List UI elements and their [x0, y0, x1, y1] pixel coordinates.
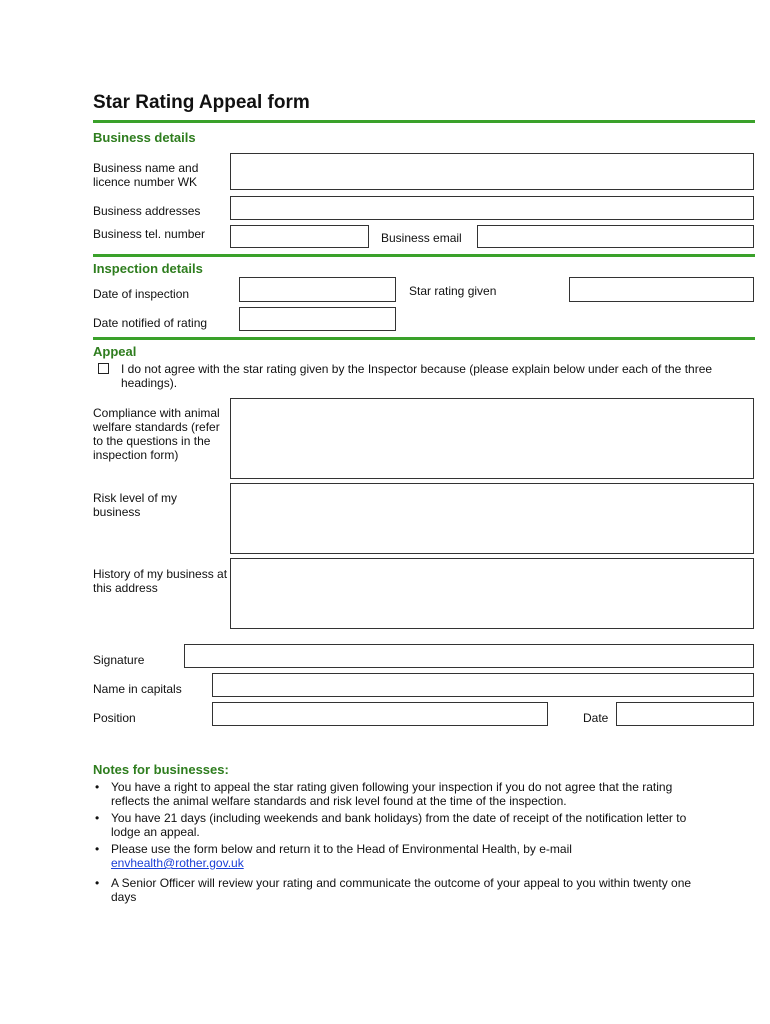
star-rating-field[interactable]: [569, 277, 754, 302]
notes-heading: Notes for businesses:: [93, 762, 229, 777]
name-in-capitals-label: Name in capitals: [93, 682, 182, 696]
appeal-heading: Appeal: [93, 344, 137, 359]
date-notified-field[interactable]: [239, 307, 396, 331]
compliance-label: Compliance with animal welfare standards (refer to the questions in the inspection form): [93, 406, 220, 462]
bullet-icon: •: [95, 811, 100, 825]
risk-level-label: Risk level of my business: [93, 491, 178, 519]
business-name-label: Business name and licence number WK: [93, 161, 199, 189]
risk-level-field[interactable]: [230, 483, 754, 554]
note-text: You have a right to appeal the star rating given following your inspection if you do not agree that the rating reflects the animal welfare standards and risk level found at the time of the inspection.: [111, 780, 673, 808]
note-item: [93, 780, 693, 808]
note-item: [93, 842, 693, 870]
page-title: Star Rating Appeal form: [93, 92, 310, 113]
position-field[interactable]: [212, 702, 548, 726]
history-field[interactable]: [230, 558, 754, 629]
business-email-label: Business email: [381, 231, 462, 245]
date-notified-label: Date notified of rating: [93, 316, 208, 330]
business-addresses-label: Business addresses: [93, 204, 201, 218]
business-name-field[interactable]: [230, 153, 754, 190]
bullet-icon: •: [95, 876, 100, 890]
bullet-icon: •: [95, 842, 100, 856]
business-tel-field[interactable]: [230, 225, 369, 248]
appeal-divider: [93, 337, 755, 340]
business-addresses-field[interactable]: [230, 196, 754, 220]
signature-label: Signature: [93, 653, 145, 667]
inspection-date-label: Date of inspection: [93, 287, 190, 301]
note-text: You have 21 days (including weekends and bank holidays) from the date of receipt of the notification letter to lodge an appeal.: [111, 811, 687, 839]
business-divider: [93, 120, 755, 123]
note-item: [93, 811, 693, 839]
note-text: Please use the form below and return it to the Head of Environmental Health, by e-mail: [111, 842, 572, 856]
inspection-date-field[interactable]: [239, 277, 396, 302]
appeal-date-label: Date: [583, 711, 609, 725]
history-label: History of my business at this address: [93, 567, 228, 595]
notes-list: [93, 780, 693, 907]
email-link[interactable]: envhealth@rother.gov.uk: [111, 856, 244, 870]
compliance-field[interactable]: [230, 398, 754, 479]
note-text: A Senior Officer will review your rating and communicate the outcome of your appeal to you within twenty one days: [111, 876, 692, 904]
signature-field[interactable]: [184, 644, 754, 668]
inspection-divider: [93, 254, 755, 257]
business-tel-label: Business tel. number: [93, 227, 206, 241]
business-details-heading: Business details: [93, 130, 196, 145]
name-in-capitals-field[interactable]: [212, 673, 754, 697]
disagree-checkbox[interactable]: [98, 363, 109, 374]
bullet-icon: •: [95, 780, 100, 794]
inspection-details-heading: Inspection details: [93, 261, 203, 276]
appeal-date-field[interactable]: [616, 702, 754, 726]
position-label: Position: [93, 711, 136, 725]
note-item: [93, 876, 693, 904]
business-email-field[interactable]: [477, 225, 754, 248]
disagree-text: I do not agree with the star rating given by the Inspector because (please explain below under each of the three headings).: [121, 362, 713, 390]
star-rating-label: Star rating given: [409, 284, 497, 298]
